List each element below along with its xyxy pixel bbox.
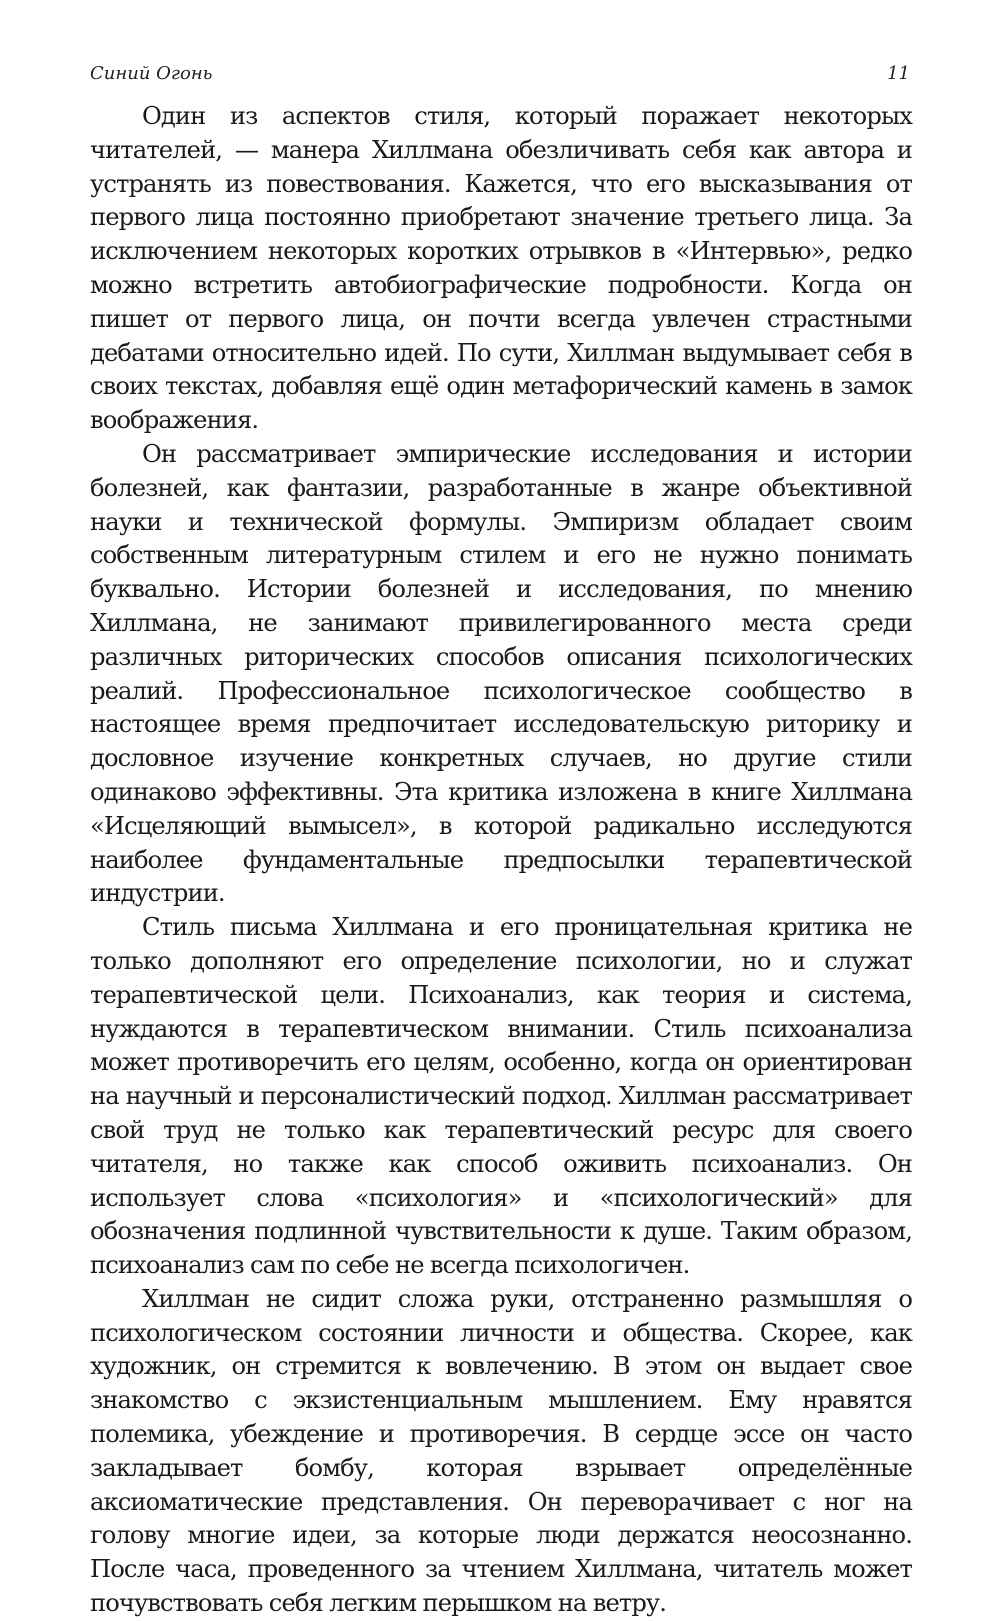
paragraph-4: Хиллман не сидит сложа руки, отстраненно размышляя о психологическом состоянии личности и общества. Скорее, как художник, он стремится к вовлечению. В этом он выдает свое знакомство с экзистенциальным мышлением. Ему нравятся полемика, убеждение и противоречия. В сердце эссе он часто закладывает бомбу, которая взрывает определённые аксиоматические представления. Он переворачивает с ног на голову многие идеи, за которые люди держатся неосознанно. После часа, проведенного за чтением Хиллмана, читатель может почувствовать себя легким перышком на ветру. <box>90 1284 912 1618</box>
running-header <box>90 60 910 88</box>
body-text <box>90 100 912 1621</box>
paragraph-2: Он рассматривает эмпирические исследования и истории болезней, как фантазии, разработанные в жанре объективной науки и технической формулы. Эмпиризм обладает своим собственным литературным стилем и его не нужно понимать буквально. Истории болезней и исследования, по мнению Хиллмана, не занимают привилегированного места среди различных риторических способов описания психологических реалий. Профессиональное психологическое сообщество в настоящее время предпочитает исследовательскую риторику и дословное изучение конкретных случаев, но другие стили одинаково эффективны. Эта критика изложена в книге Хиллмана «Исцеляющий вымысел», в которой радикально исследуются наиболее фундаментальные предпосылки терапевтической индустрии. <box>90 439 912 908</box>
running-title: Синий Огонь <box>90 63 213 84</box>
paragraph-1: Один из аспектов стиля, который поражает некоторых читателей, — манера Хиллмана обезличивать себя как автора и устранять из повествования. Кажется, что его высказывания от первого лица постоянно приобретают значение третьего лица. За исключением некоторых коротких отрывков в «Интервью», редко можно встретить автобиографические подробности. Когда он пишет от первого лица, он почти всегда увлечен страстными дебатами относительно идей. По сути, Хиллман выдумывает себя в своих текстах, добавляя ещё один метафорический камень в замок воображения. <box>90 102 912 435</box>
paragraph-3: Стиль письма Хиллмана и его проницательная критика не только дополняют его определение психологии, но и служат терапевтической цели. Психоанализ, как теория и система, нуждаются в терапевтическом внимании. Стиль психоанализа может противоречить его целям, особенно, когда он ориентирован на научный и персоналистический подход. Хиллман рассматривает свой труд не только как терапевтический ресурс для своего читателя, но также как способ оживить психоанализ. Он использует слова «психология» и «психологический» для обозначения подлинной чувствительности к душе. Таким образом, психоанализ сам по себе не всегда психологичен. <box>90 913 912 1280</box>
page-number: 11 <box>887 63 910 84</box>
